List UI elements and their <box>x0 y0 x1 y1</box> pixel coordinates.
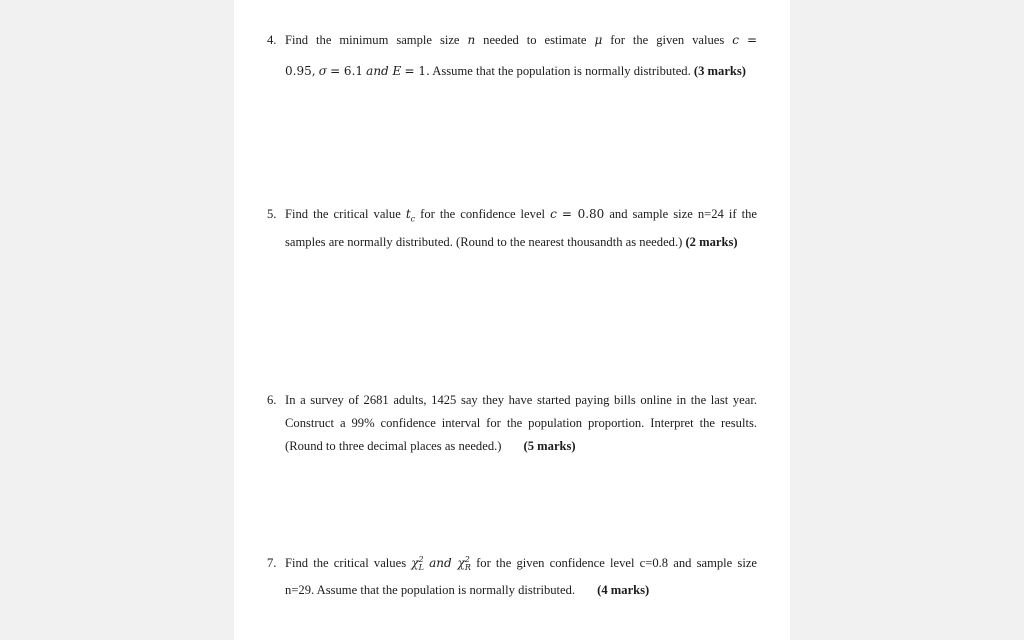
document-page <box>234 0 790 640</box>
question-number: 7. <box>267 556 277 570</box>
question-number: 5. <box>267 207 277 221</box>
question-number: 4. <box>267 33 277 47</box>
question-number: 6. <box>267 393 277 407</box>
question-line: Construct a 99% confidence interval for the population proportion. Interpret the results. <box>285 416 757 430</box>
marks-label: (4 marks) <box>597 583 650 597</box>
question-line: Find the critical value $t_c$ for the confidence level c = 0.80 and sample size n=24 if the <box>285 207 757 224</box>
question-line: n=29. Assume that the population is normally distributed. (4 marks) <box>285 583 650 597</box>
question-line: samples are normally distributed. (Round to the nearest thousandth as needed.) (2 marks) <box>285 235 738 249</box>
marks-label: (2 marks) <box>685 235 738 249</box>
marks-label: (5 marks) <box>523 439 576 453</box>
question-line: (Round to three decimal places as needed.) (5 marks) <box>285 439 576 453</box>
question-line: In a survey of 2681 adults, 1425 say they have started paying bills online in the last year. <box>285 393 757 407</box>
question-line: Find the critical values $\chi^2_L$ and $\chi^2_R$ for the given confidence level c=0.8 and sample size <box>285 555 758 573</box>
marks-label: (3 marks) <box>693 64 747 78</box>
question-line: 0.95, σ = 6.1 and E = 1. Assume that the population is normally distributed. (3 marks) <box>285 64 747 78</box>
question-line: Find the minimum sample size n needed to estimate μ for the given values c = <box>285 33 757 47</box>
